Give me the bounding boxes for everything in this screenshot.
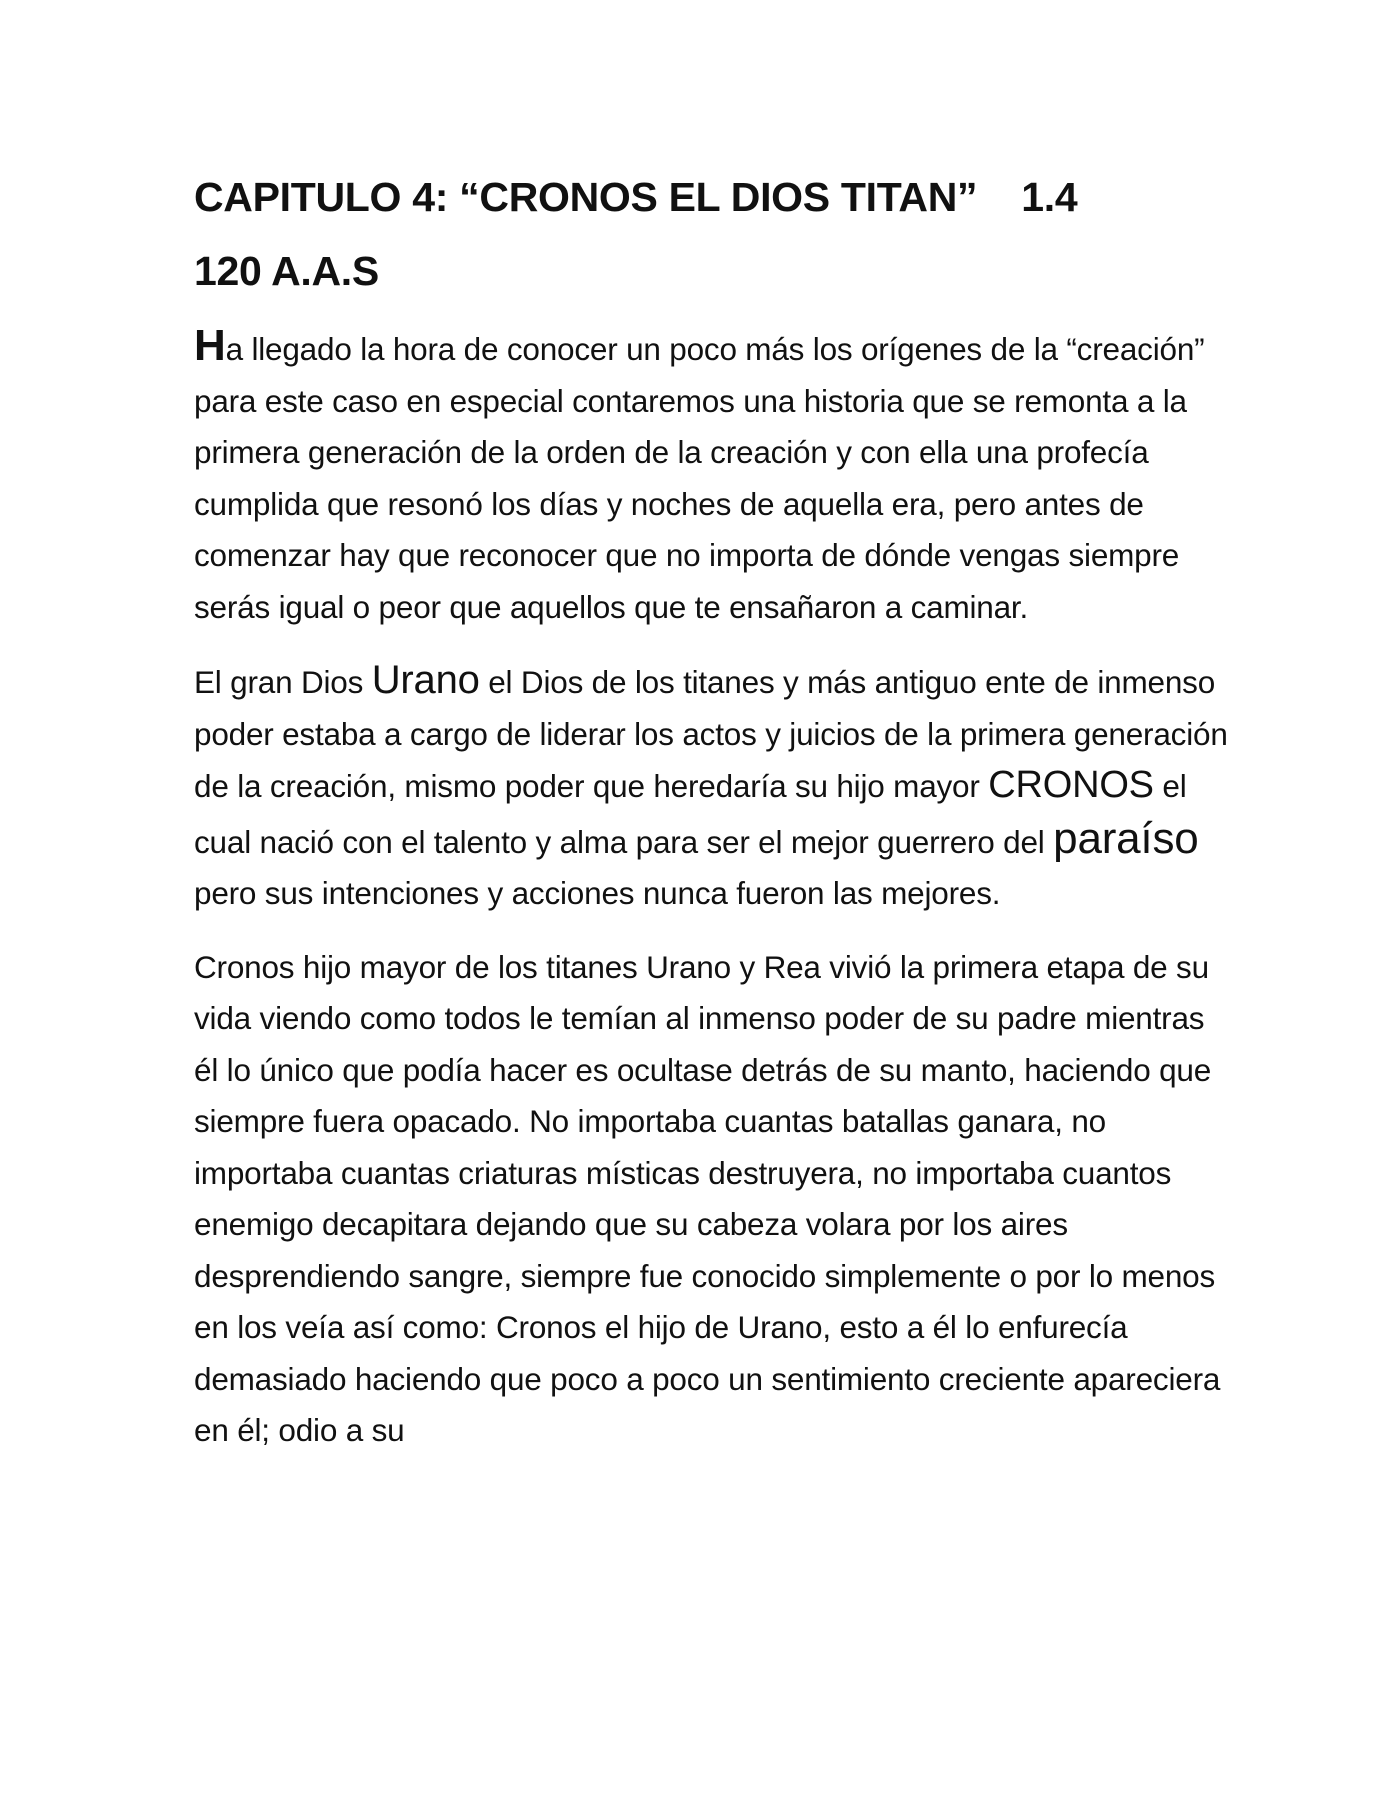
paragraph-2-part4: pero sus intenciones y acciones nunca fueron las mejores.	[194, 875, 1001, 911]
chapter-title	[194, 160, 1234, 308]
chapter-title-line1: CAPITULO 4: “CRONOS EL DIOS TITAN”	[194, 174, 978, 220]
paragraph-2-part3: el cual nació con el talento y alma para ser el mejor guerrero del	[194, 768, 1187, 860]
emphasis-urano: Urano	[371, 658, 480, 702]
chapter-number: 1.4	[1021, 174, 1078, 220]
paragraph-1-text: a llegado la hora de conocer un poco más los orígenes de la “creación” para este caso en especial contaremos una historia que se remonta a la primera generación de la orden de la creación y con ella una profecía cumplida que resonó los días y noches de aquella era, pero antes de comenzar hay que reconocer que no importa de dónde vengas siempre serás igual o peor que aquellos que te ensañaron a caminar.	[194, 331, 1205, 625]
drop-cap: H	[194, 321, 226, 370]
document-body	[194, 160, 1234, 1479]
emphasis-cronos: CRONOS	[988, 764, 1154, 806]
paragraph-3: Cronos hijo mayor de los titanes Urano y Rea vivió la primera etapa de su vida viendo como todos le temían al inmenso poder de su padre mientras él lo único que podía hacer es ocultase detrás de su manto, haciendo que siempre fuera opacado. No importaba cuantas batallas ganara, no importaba cuantas criaturas místicas destruyera, no importaba cuantos enemigo decapitara dejando que su cabeza volara por los aires desprendiendo sangre, siempre fue conocido simplemente o por lo menos en los veía así como: Cronos el hijo de Urano, esto a él lo enfurecía demasiado haciendo que poco a poco un sentimiento creciente apareciera en él; odio a su	[194, 948, 1221, 1448]
paragraph-2	[194, 655, 1234, 920]
emphasis-paraiso: paraíso	[1053, 813, 1199, 863]
paragraph-2-part2: el Dios de los titanes y más antiguo ente de inmenso poder estaba a cargo de liderar los actos y juicios de la primera generación de la creación, mismo poder que heredaría su hijo mayor	[194, 664, 1228, 804]
chapter-title-line2: 120 A.A.S	[194, 248, 379, 294]
paragraph-1	[194, 321, 1234, 633]
paragraph-2-part1: El gran Dios	[194, 664, 372, 700]
